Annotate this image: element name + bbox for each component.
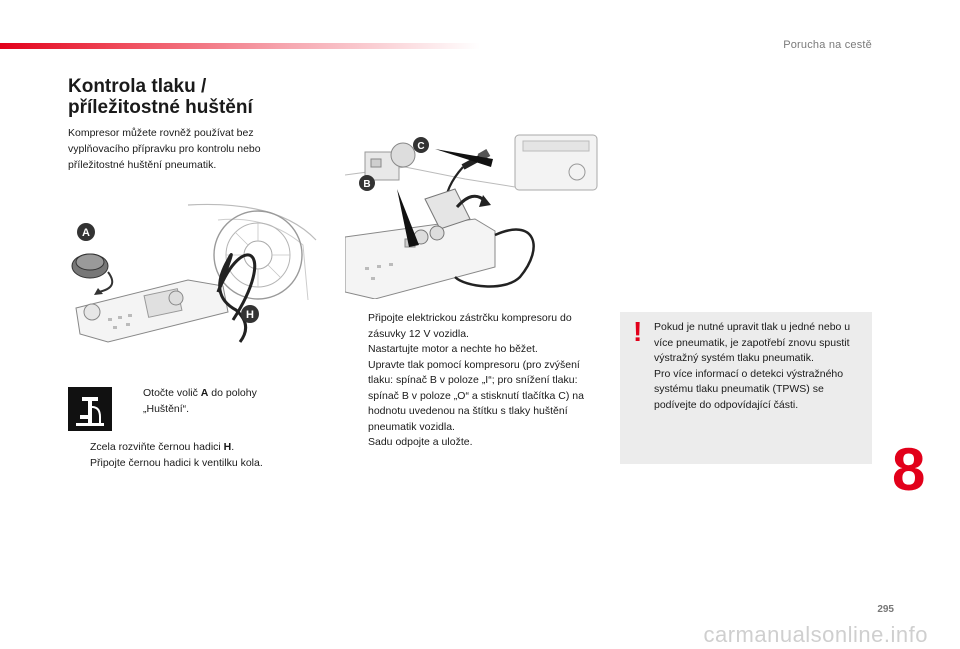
section-header: Porucha na cestě [783, 39, 872, 51]
left-step-list-2 [62, 440, 322, 471]
watermark: carmanualsonline.info [703, 622, 928, 647]
page-title-line2: příležitostné huštění [68, 97, 253, 118]
warning-box [620, 312, 872, 464]
warning-text: Pokud je nutné upravit tlak u jedné nebo u více pneumatik, je zapotřebí znovu spustit výstražný systém tlaku pneumatik. Pro více informací o detekci výstražného systému tlaku pneumatik (TPWS) se podívejte do odpovídající části. [654, 321, 851, 411]
warning-exclamation-icon: ! [633, 316, 643, 347]
page-title [68, 76, 253, 118]
label-b: B [363, 179, 371, 190]
list-item: Upravte tlak pomocí kompresoru (pro zvýšení tlaku: spínač B v poloze „I“; pro snížení tlaku: spínač B v poloze „O“ a stisknutí tlačítka C) na hodnotu uvedenou na štítku s tlaky huštění pneumatik vozidla. [368, 358, 584, 433]
right-step-list [340, 311, 602, 451]
inflation-mode-icon [68, 387, 112, 431]
page-number: 295 [877, 604, 894, 615]
list-item: Sadu odpojte a uložte. [368, 436, 473, 448]
label-a: A [82, 227, 90, 239]
page-title-line1: Kontrola tlaku / [68, 76, 207, 97]
label-h: H [246, 309, 254, 321]
list-item: Nastartujte motor a nechte ho běžet. [368, 343, 538, 355]
list-item: Připojte elektrickou zástrčku kompresoru do zásuvky 12 V vozidla. [368, 312, 572, 340]
compressor-dial-illustration [68, 200, 318, 352]
chapter-number: 8 [892, 436, 926, 503]
header-accent-bar [0, 43, 480, 49]
intro-paragraph: Kompresor můžete rovněž používat bez vyplňovacího přípravku pro kontrolu nebo příležitostné huštění pneumatik. [68, 127, 261, 171]
list-item: Připojte černou hadici k ventilku kola. [90, 456, 263, 469]
left-step-list-1 [115, 386, 285, 417]
label-c: C [417, 141, 425, 152]
list-item: Zcela rozviňte černou hadici H. [90, 441, 235, 453]
compressor-socket-illustration [345, 127, 600, 299]
list-item: Otočte volič A do polohy „Huštění“. [143, 387, 257, 415]
